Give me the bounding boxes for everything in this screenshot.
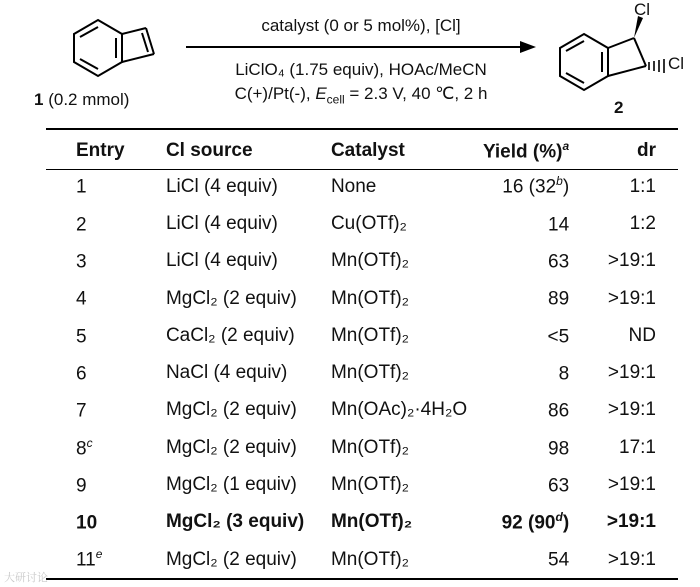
header-dr: dr: [637, 140, 656, 161]
cell-yield: 98: [548, 437, 570, 459]
table-row: [46, 317, 678, 354]
table-row: [46, 243, 678, 280]
cell-cl-source: LiCl (4 equiv): [165, 250, 278, 272]
conditions-above-arrow: catalyst (0 or 5 mol%), [Cl]: [261, 16, 461, 35]
cell-cl-source: MgCl₂ (3 equiv): [165, 511, 305, 533]
cell-entry: 10: [76, 512, 98, 534]
reaction-arrow: [186, 40, 536, 54]
cell-dr: 17:1: [619, 436, 656, 458]
table-body: [46, 168, 678, 578]
cell-dr: >19:1: [607, 548, 656, 570]
cell-cl-source: MgCl₂ (2 equiv): [165, 287, 297, 309]
cell-catalyst: Mn(OTf)₂: [330, 362, 410, 384]
cell-dr: >19:1: [607, 287, 656, 309]
table-row: [46, 392, 678, 429]
table-row: [46, 205, 678, 242]
cell-yield: 92 (90$^d$): [501, 510, 570, 534]
cell-yield: 86: [548, 400, 570, 422]
table-row: [46, 168, 678, 205]
cell-cl-source: MgCl₂ (2 equiv): [165, 436, 297, 458]
cell-entry: 6: [76, 363, 87, 385]
cell-entry: 2: [76, 214, 87, 236]
cell-entry: 8$^c$: [76, 435, 93, 459]
table-bottom-rule: [46, 578, 678, 580]
cell-entry: 3: [76, 251, 87, 273]
cell-catalyst: None: [330, 175, 377, 197]
cell-dr: >19:1: [607, 474, 656, 496]
table-row: [46, 466, 678, 503]
table-top-rule: [46, 128, 678, 130]
header-yield: Yield (%)$^a$: [482, 138, 570, 163]
conditions-line-2: C(+)/Pt(-), $E_{cell} = 2.3$ V, 40 ℃, 2 h: [234, 84, 488, 107]
header-cl-source: Cl source: [165, 140, 253, 161]
cell-catalyst: Mn(OTf)₂: [330, 287, 410, 309]
cell-cl-source: LiCl (4 equiv): [165, 175, 278, 197]
cell-dr: >19:1: [607, 250, 656, 272]
cell-dr: 1:1: [629, 175, 656, 197]
table-row: [46, 429, 678, 466]
cell-dr: ND: [628, 324, 656, 346]
cell-dr: >19:1: [606, 511, 656, 533]
cell-dr: >19:1: [607, 362, 656, 384]
product-label: 2: [614, 98, 624, 117]
cell-catalyst: Mn(OTf)₂: [330, 511, 413, 533]
cell-catalyst: Mn(OTf)₂: [330, 250, 410, 272]
cell-cl-source: MgCl₂ (1 equiv): [165, 474, 297, 496]
cell-yield: 63: [548, 475, 570, 497]
cell-cl-source: LiCl (4 equiv): [165, 212, 278, 234]
cell-yield: 8: [558, 363, 570, 385]
table-row: [46, 504, 678, 541]
cell-dr: >19:1: [607, 399, 656, 421]
cell-catalyst: Mn(OTf)₂: [330, 548, 410, 570]
watermark: 大研讨论: [4, 572, 48, 584]
cell-entry: 7: [76, 400, 87, 422]
cell-yield: 14: [548, 214, 570, 236]
cell-entry: 11e: [76, 547, 103, 571]
cell-yield: 63: [548, 251, 570, 273]
cell-catalyst: Cu(OTf)₂: [330, 212, 407, 234]
cell-yield: 16 (32$^b$): [502, 174, 570, 198]
header-entry: Entry: [76, 140, 125, 161]
cell-cl-source: CaCl₂ (2 equiv): [165, 324, 295, 346]
product-cl-right: Cl: [668, 54, 685, 73]
cell-yield: <5: [547, 326, 570, 347]
cell-entry: 1: [76, 176, 87, 198]
cell-cl-source: MgCl₂ (2 equiv): [165, 399, 297, 421]
cell-entry: 9: [76, 475, 87, 497]
cell-yield: 89: [548, 288, 570, 310]
reactant-label: 1 (0.2 mmol): [34, 90, 130, 109]
header-catalyst: Catalyst: [330, 140, 405, 161]
cell-catalyst: Mn(OTf)₂: [330, 436, 410, 458]
cell-catalyst: Mn(OTf)₂: [330, 474, 410, 496]
cell-catalyst: Mn(OTf)₂: [330, 324, 410, 346]
cell-yield: 54: [548, 549, 570, 571]
cell-dr: 1:2: [629, 212, 656, 234]
cell-cl-source: MgCl₂ (2 equiv): [165, 548, 297, 570]
product-cl-top: Cl: [634, 0, 651, 19]
table-row: [46, 541, 678, 578]
conditions-line-1: LiClO₄ (1.75 equiv), HOAc/MeCN: [235, 60, 487, 79]
reaction-scheme: [0, 0, 700, 128]
table-header-row: [46, 134, 678, 168]
results-table: [46, 134, 678, 578]
table-row: [46, 280, 678, 317]
cell-entry: 4: [76, 288, 87, 310]
cell-entry: 5: [76, 326, 87, 347]
indene-structure: [58, 16, 168, 86]
table-row: [46, 354, 678, 391]
cell-cl-source: NaCl (4 equiv): [165, 362, 288, 384]
cell-catalyst: Mn(OAc)₂·4H₂O: [330, 399, 468, 421]
